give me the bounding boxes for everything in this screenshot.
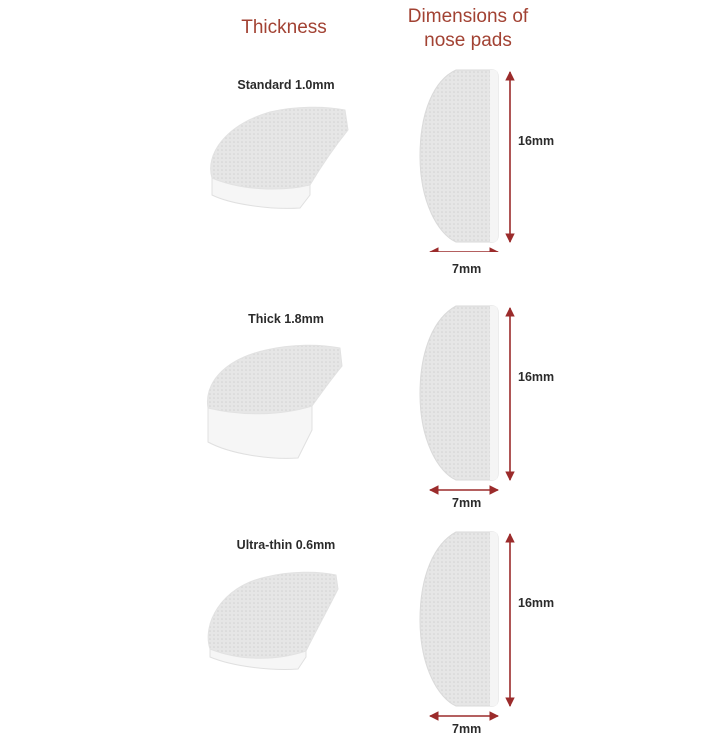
thick-pad-front-image — [404, 298, 534, 498]
standard-width-label: 7mm — [452, 262, 482, 276]
dimensions-heading-line1: Dimensions of — [407, 6, 529, 27]
ultra-thin-pad-front-image — [404, 524, 534, 724]
standard-pad-side-image — [200, 100, 350, 215]
thick-pad-side-image — [200, 340, 350, 465]
row-label-thick: Thick 1.8mm — [248, 312, 324, 326]
ultra-thin-height-label: 16mm — [518, 596, 555, 610]
dimensions-heading-line2: nose pads — [424, 30, 512, 51]
thick-height-label: 16mm — [518, 370, 555, 384]
ultra-thin-pad-side-image — [200, 565, 345, 675]
row-label-ultra-thin: Ultra-thin 0.6mm — [236, 538, 336, 552]
thick-width-label: 7mm — [452, 496, 482, 510]
dimensions-heading — [398, 5, 538, 53]
row-label-standard: Standard 1.0mm — [237, 78, 335, 92]
standard-height-label: 16mm — [518, 134, 555, 148]
standard-pad-front-image — [404, 62, 534, 252]
ultra-thin-width-label: 7mm — [452, 722, 482, 736]
thickness-heading: Thickness — [241, 17, 327, 38]
